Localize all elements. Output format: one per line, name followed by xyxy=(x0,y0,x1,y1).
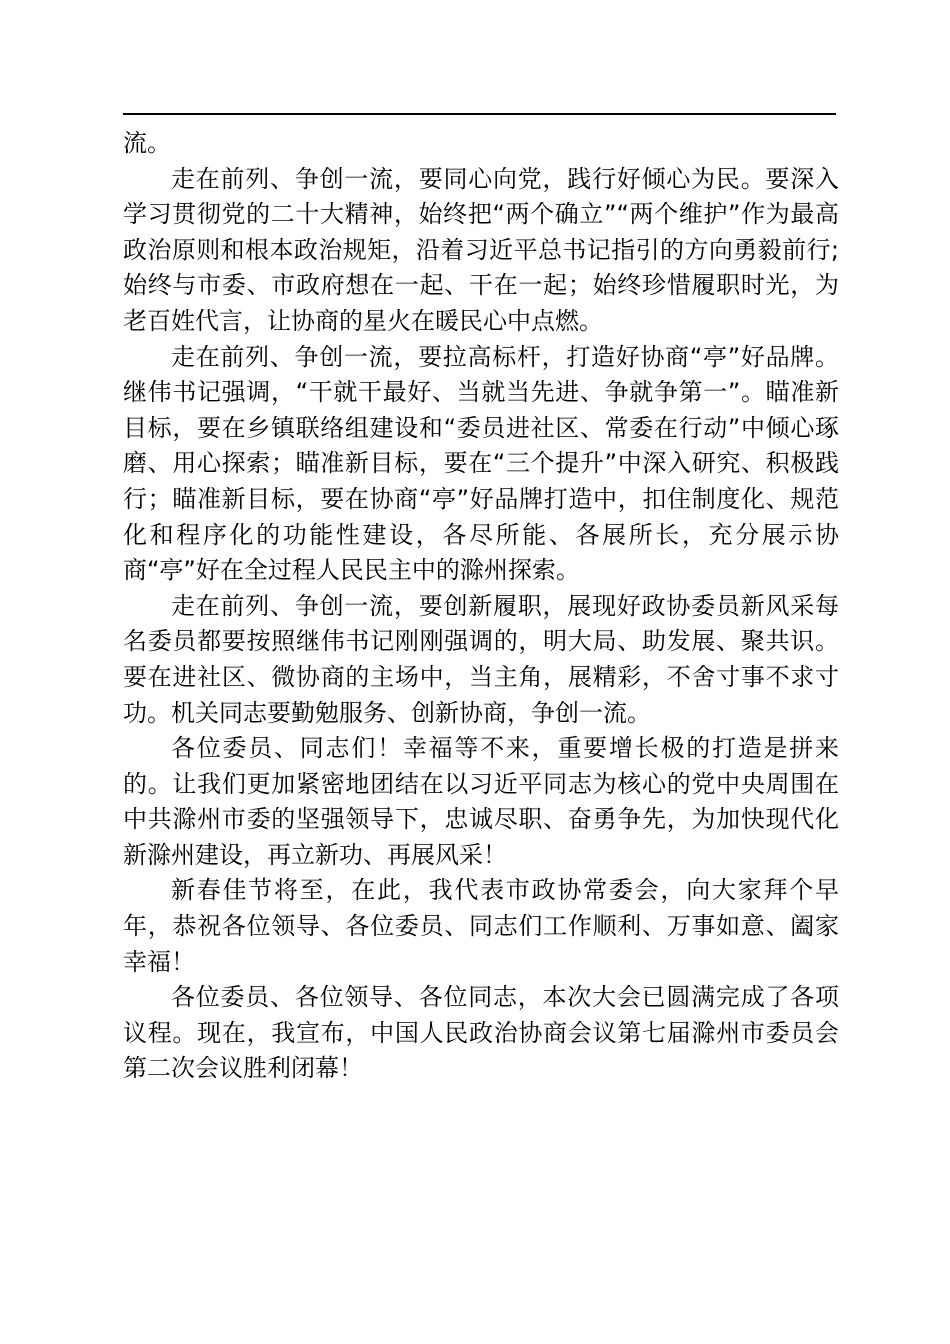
paragraph-2: 走在前列、争创一流，要同心向党，践行好倾心为民。要深入学习贯彻党的二十大精神，始终把“两个确立”“两个维护”作为最高政治原则和根本政治规矩，沿着习近平总书记指引的方向勇毅前行;始终与市委、市政府想在一起、干在一起；始终珍惜履职时光，为老百姓代言，让协商的星火在暖民心中点燃。 xyxy=(123,164,839,335)
paragraph-5: 各位委员、同志们！幸福等不来，重要增长极的打造是拼来的。让我们更加紧密地团结在以习近平同志为核心的党中央周围在中共滁州市委的坚强领导下，忠诚尽职、奋勇争先，为加快现代化新滁州建设，再立新功、再展风采！ xyxy=(123,734,839,869)
document-body xyxy=(123,126,839,1087)
paragraph-4: 走在前列、争创一流，要创新履职，展现好政协委员新风采每名委员都要按照继伟书记刚刚强调的，明大局、助发展、聚共识。要在进社区、微协商的主场中，当主角，展精彩，不舍寸事不求寸功。机关同志要勤勉服务、创新协商，争创一流。 xyxy=(123,591,839,727)
paragraph-6: 新春佳节将至，在此，我代表市政协常委会，向大家拜个早年，恭祝各位领导、各位委员、同志们工作顺利、万事如意、阖家幸福！ xyxy=(123,876,839,976)
header-rule xyxy=(123,113,836,115)
paragraph-3: 走在前列、争创一流，要拉高标杆，打造好协商“亭”好品牌。继伟书记强调，“干就干最好、当就当先进、争就争第一”。瞄准新目标，要在乡镇联络组建设和“委员进社区、常委在行动”中倾心琢磨、用心探索；瞄准新目标，要在“三个提升”中深入研究、积极践行；瞄准新目标，要在协商“亭”好品牌打造中，扣住制度化、规范化和程序化的功能性建设，各尽所能、各展所长，充分展示协商“亭”好在全过程人民民主中的滁州探索。 xyxy=(123,342,839,585)
paragraph-1: 流。 xyxy=(123,129,171,157)
paragraph-7: 各位委员、各位领导、各位同志，本次大会已圆满完成了各项议程。现在，我宣布，中国人民政治协商会议第七届滁州市委员会第二次会议胜利闭幕！ xyxy=(123,983,839,1083)
